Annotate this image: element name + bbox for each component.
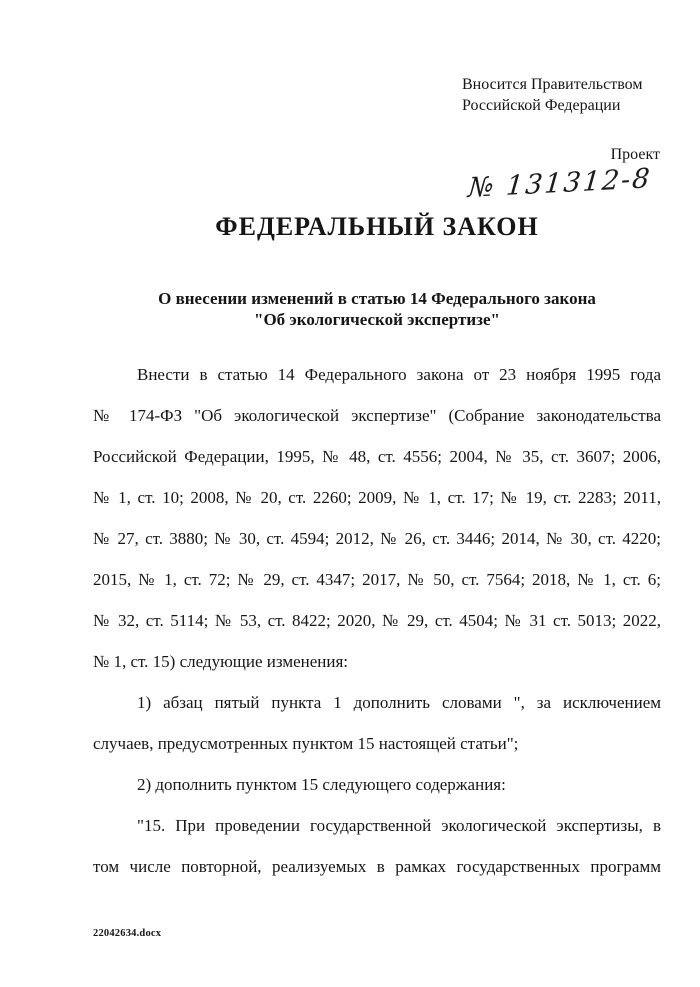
body-line: "15. При проведении государственной экологической экспертизы, в bbox=[137, 816, 661, 835]
body-line: Внести в статью 14 Федерального закона от 23 ноября 1995 года bbox=[137, 365, 661, 384]
document-subtitle-line1: О внесении изменений в статью 14 Федерального закона bbox=[158, 289, 596, 308]
document-subtitle-line2: "Об экологической экспертизе" bbox=[254, 310, 500, 329]
body-line: № 1, ст. 10; 2008, № 20, ст. 2260; 2009, № 1, ст. 17; № 19, ст. 2283; 2011, bbox=[93, 488, 661, 507]
document-title: ФЕДЕРАЛЬНЫЙ ЗАКОН bbox=[215, 212, 539, 241]
footer-filename: 22042634.docx bbox=[93, 928, 162, 939]
body-line: 2) дополнить пунктом 15 следующего содержания: bbox=[137, 775, 506, 794]
submitted-by-line2: Российской Федерации bbox=[462, 97, 621, 114]
draft-label: Проект bbox=[610, 146, 660, 163]
body-line: № 27, ст. 3880; № 30, ст. 4594; 2012, № 26, ст. 3446; 2014, № 30, ст. 4220; bbox=[93, 529, 661, 548]
body-line: Российской Федерации, 1995, № 48, ст. 4556; 2004, № 35, ст. 3607; 2006, bbox=[93, 447, 661, 466]
body-line: № 32, ст. 5114; № 53, ст. 8422; 2020, № 29, ст. 4504; № 31 ст. 5013; 2022, bbox=[93, 611, 661, 630]
document-body bbox=[93, 354, 661, 887]
document-subtitle bbox=[93, 288, 661, 330]
submitted-by-block bbox=[462, 74, 642, 116]
submitted-by-line1: Вносится Правительством bbox=[462, 76, 643, 93]
body-line: 2015, № 1, ст. 72; № 29, ст. 4347; 2017, № 50, ст. 7564; 2018, № 1, ст. 6; bbox=[93, 570, 661, 589]
body-line: 1) абзац пятый пункта 1 дополнить словами ", за исключением bbox=[137, 693, 661, 712]
body-line: том числе повторной, реализуемых в рамках государственных программ bbox=[93, 857, 661, 876]
bill-number-handwritten: № 131312-8 bbox=[467, 163, 654, 204]
body-line: случаев, предусмотренных пунктом 15 настоящей статьи"; bbox=[93, 734, 519, 753]
body-line: № 174-ФЗ "Об экологической экспертизе" (Собрание законодательства bbox=[93, 406, 661, 425]
body-line: № 1, ст. 15) следующие изменения: bbox=[93, 652, 349, 671]
